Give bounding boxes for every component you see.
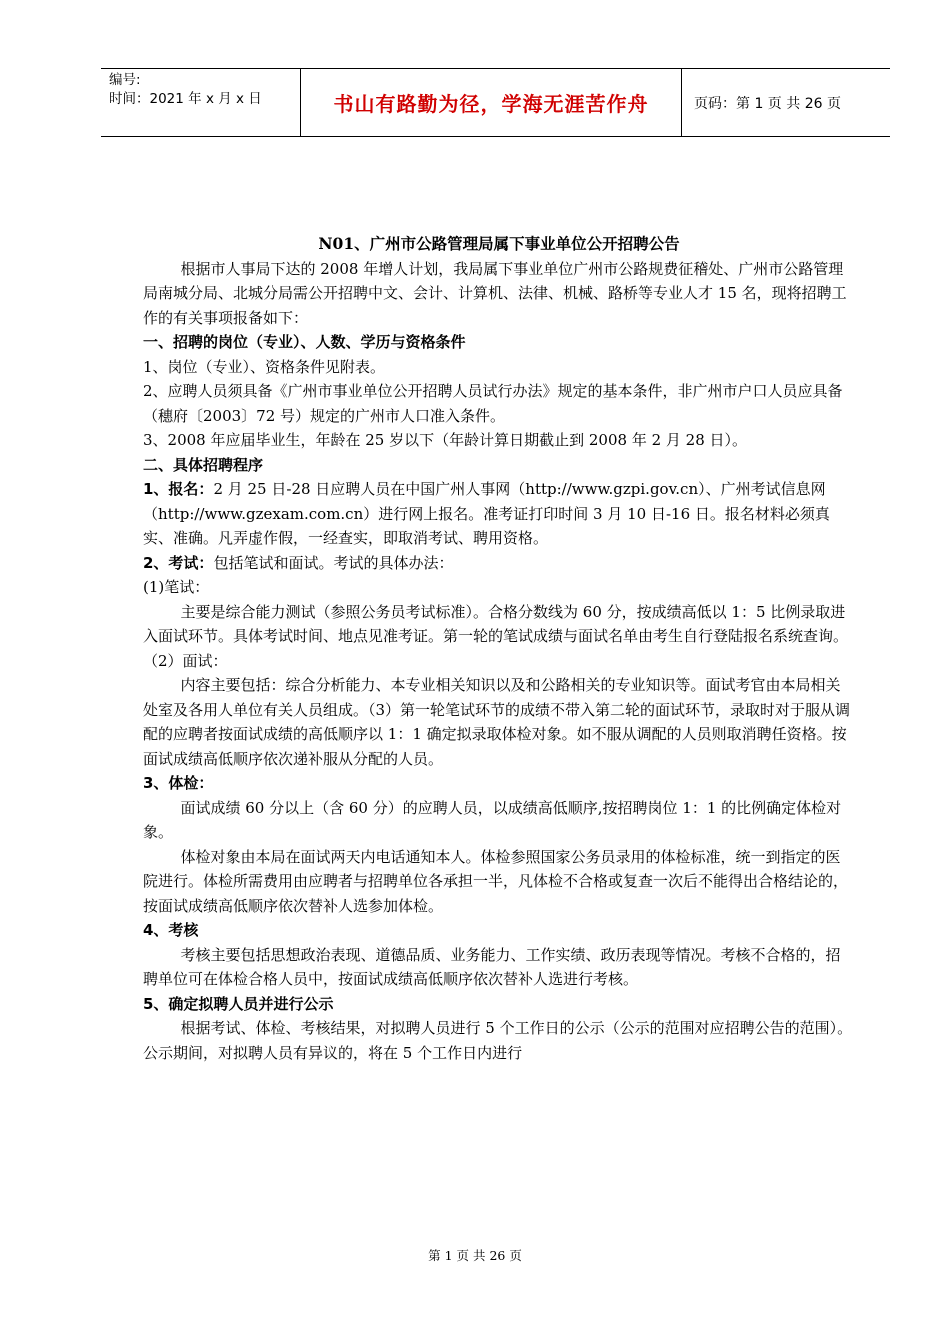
page-header: [101, 68, 890, 137]
interview-label: （2）面试：: [143, 651, 228, 670]
registration-paragraph: [143, 477, 855, 551]
registration-text: 2 月 25 日-28 日应聘人员在中国广州人事网（http://www.gzpi.gov.cn）、广州考试信息网（http://www.gzexam.com.cn）进行网上报名。准考证打印时间 3 月 10 日-16 日。报名材料必须真实、准确。凡弄虚作假，一经查实，即取消考试、聘用资格。: [143, 480, 830, 547]
section-1-item-2: 2、应聘人员须具备《广州市事业单位公开招聘人员试行办法》规定的基本条件，非广州市户口人员应具备（穗府〔2003〕72 号）规定的广州市人口准入条件。: [143, 382, 843, 425]
medical-exam-text-1: 面试成绩 60 分以上（含 60 分）的应聘人员，以成绩高低顺序,按招聘岗位 1：1 的比例确定体检对象。: [143, 798, 842, 841]
header-page-label: 页码：第 1 页 共 26 页: [694, 95, 841, 112]
section-1-item-3: 3、2008 年应届毕业生，年龄在 25 岁以下（年龄计算日期截止到 2008 年 2 月 28 日）。: [143, 431, 748, 449]
exam-label: 2、考试：: [143, 553, 214, 572]
section-2-heading: 二、具体招聘程序: [143, 455, 264, 474]
registration-label: 1、报名：: [143, 480, 214, 498]
document-title: N01、广州市公路管理局属下事业单位公开招聘公告: [318, 234, 680, 253]
document-body: [143, 232, 855, 1065]
exam-paragraph: [143, 551, 855, 576]
header-meta: [101, 69, 301, 136]
assessment-label: 4、考核: [143, 921, 199, 939]
publicity-text: 根据考试、体检、考核结果，对拟聘人员进行 5 个工作日的公示（公示的范围对应招聘公告的范围）。公示期间，对拟聘人员有异议的，将在 5 个工作日内进行: [143, 1019, 853, 1062]
number-label: 编号:: [109, 72, 141, 88]
section-1-item-1: 1、岗位（专业）、资格条件见附表。: [143, 357, 386, 376]
exam-text: 包括笔试和面试。考试的具体办法：: [213, 553, 454, 572]
medical-exam-label: 3、体检：: [143, 774, 214, 792]
written-exam-label: (1)笔试：: [143, 578, 210, 596]
interview-text: 内容主要包括：综合分析能力、本专业相关知识以及和公路相关的专业知识等。面试考官由本局相关处室及各用人单位有关人员组成。（3）第一轮笔试环节的成绩不带入第二轮的面试环节，录取时对于服从调配的应聘者按面试成绩的高低顺序以 1：1 确定拟录取体检对象。如不服从调配的人员则取消聘任资格。按面试成绩高低顺序依次递补服从分配的人员。: [143, 676, 851, 768]
header-motto: 书山有路勤为径，学海无涯苦作舟: [301, 69, 682, 136]
written-exam-text: 主要是综合能力测试（参照公务员考试标准）。合格分数线为 60 分，按成绩高低以 1：5 比例录取进入面试环节。具体考试时间、地点见准考证。第一轮的笔试成绩与面试名单由考生自行登陆报名系统查询。: [143, 602, 849, 645]
intro-paragraph: 根据市人事局下达的 2008 年增人计划，我局属下事业单位广州市公路规费征稽处、广州市公路管理局南城分局、北城分局需公开招聘中文、会计、计算机、法律、机械、路桥等专业人才 15 名，现将招聘工作的有关事项报备如下：: [143, 259, 847, 327]
time-label: 时间：2021 年 x 月 x 日: [109, 91, 262, 107]
publicity-label: 5、确定拟聘人员并进行公示: [143, 994, 334, 1013]
medical-exam-text-2: 体检对象由本局在面试两天内电话通知本人。体检参照国家公务员录用的体检标准，统一到指定的医院进行。体检所需费用由应聘者与招聘单位各承担一半，凡体检不合格或复查一次后不能得出合格结论的，按面试成绩高低顺序依次替补人选参加体检。: [143, 847, 849, 915]
assessment-text: 考核主要包括思想政治表现、道德品质、业务能力、工作实绩、政历表现等情况。考核不合格的，招聘单位可在体检合格人员中，按面试成绩高低顺序依次替补人选进行考核。: [143, 945, 841, 988]
section-1-heading: 一、招聘的岗位（专业）、人数、学历与资格条件: [143, 333, 466, 351]
page-footer: 第 1 页 共 26 页: [428, 1248, 522, 1263]
